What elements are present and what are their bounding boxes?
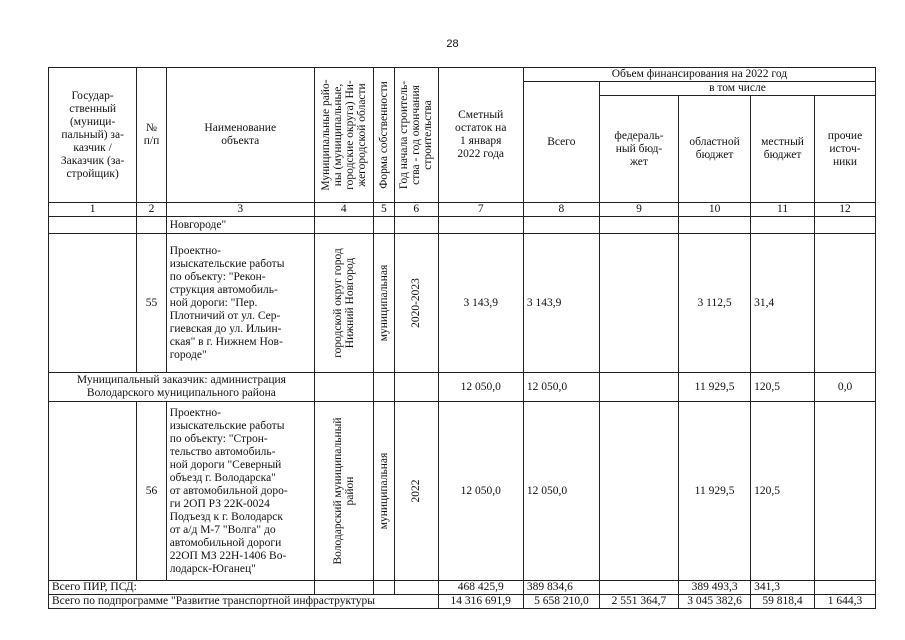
remainder-value: 468 425,9 [438,581,523,595]
continued-object-name: Новгороде" [166,217,314,234]
row-number: 56 [137,402,166,581]
years-cell [394,234,438,373]
years-text: 2022 [410,479,423,503]
table-row [49,234,876,373]
total-label: Всего ПИР, ПСД: [49,581,315,595]
total-value: 3 143,9 [523,234,599,373]
column-number: 3 [166,203,314,217]
header-total: Всего [523,82,599,203]
column-number: 9 [599,203,678,217]
federal-value [599,234,678,373]
total-label: Всего по подпрограмме "Развитие транспортной инфраструктуры [49,595,439,609]
header-funding: Объем финансирования на 2022 год [523,68,875,82]
regional-value: 11 929,5 [679,402,751,581]
header-customer: Государ- ственный (муници- пальный) за- казчик / Заказчик (за- стройщик) [49,68,137,203]
other-value: 1 644,3 [815,595,876,609]
page-number: 28 [446,38,459,50]
header-district [314,68,373,203]
district-cell [314,402,373,581]
object-name: Проектно- изыскательские работы по объекту: "Рекон- струкция автомобиль- ной дороги: "Пер. Плотничий от ул. Сер- гиевская до ул. Ильин- ская" в г. Нижнем Нов- городе" [166,234,314,373]
federal-value: 2 551 364,7 [599,595,678,609]
header-remainder: Сметный остаток на 1 января 2022 года [438,68,523,203]
header-district-text: Муниципальные райо- ны (муниципальные, городские округа) Ни- жегородской области [319,79,368,191]
district-text: Володарский муниципальный район [331,417,356,565]
table-row [49,402,876,581]
column-number: 6 [394,203,438,217]
customer-label: Муниципальный заказчик: администрация Володарского муниципального района [49,373,315,402]
local-value: 120,5 [751,402,815,581]
row-number: 55 [137,234,166,373]
ownership-cell [373,234,394,373]
column-number: 7 [438,203,523,217]
federal-value [599,581,678,595]
remainder-value: 3 143,9 [438,234,523,373]
total-value: 5 658 210,0 [523,595,599,609]
column-number: 12 [815,203,876,217]
header-ownership-text: Форма собственности [377,81,390,189]
local-value: 31,4 [751,234,815,373]
other-value [815,402,876,581]
total-value: 389 834,6 [523,581,599,595]
column-number: 11 [751,203,815,217]
remainder-value: 12 050,0 [438,402,523,581]
federal-value [599,402,678,581]
regional-value: 3 045 382,6 [679,595,751,609]
total-value: 12 050,0 [523,402,599,581]
district-cell [314,234,373,373]
header-name: Наименование объекта [166,68,314,203]
remainder-value: 12 050,0 [438,373,523,402]
local-value: 120,5 [751,373,815,402]
table-row [49,217,876,234]
total-value: 12 050,0 [523,373,599,402]
budget-table [48,67,876,609]
object-name: Проектно- изыскательские работы по объекту: "Строн- тельство автомобиль- ной дороги "Северный объезд г. Володарска" от автомобильной доро- ги 2ОП РЗ 22К-0024 Подъезд к г. Володарск от а/д М-7 "Волга" до автомобильной дороги 22ОП МЗ 22Н-1406 Во- лодарск-Юганец" [166,402,314,581]
customer-row [49,373,876,402]
regional-value: 3 112,5 [679,234,751,373]
header-row [49,68,876,82]
ownership-cell [373,402,394,581]
header-years [394,68,438,203]
regional-value: 389 493,3 [679,581,751,595]
header-including: в том числе [599,82,875,96]
column-number: 2 [137,203,166,217]
column-number: 5 [373,203,394,217]
ownership-text: муниципальная [377,264,390,342]
header-num: № п/п [137,68,166,203]
header-regional: областной бюджет [679,96,751,203]
other-value [815,581,876,595]
header-local: местный бюджет [751,96,815,203]
remainder-value: 14 316 691,9 [438,595,523,609]
header-federal: федераль- ный бюд- жет [599,96,678,203]
other-value: 0,0 [815,373,876,402]
regional-value: 11 929,5 [679,373,751,402]
other-value [815,234,876,373]
total-row [49,581,876,595]
federal-value [599,373,678,402]
local-value: 341,3 [751,581,815,595]
local-value: 59 818,4 [751,595,815,609]
column-number: 10 [679,203,751,217]
header-years-text: Год начала строитель- ства - год окончания строительства [398,80,435,190]
column-number-row [49,203,876,217]
column-number: 4 [314,203,373,217]
years-cell [394,402,438,581]
header-ownership [373,68,394,203]
total-row [49,595,876,609]
ownership-text: муниципальная [377,452,390,530]
district-text: городской округ город Нижний Новгород [331,248,356,358]
column-number: 8 [523,203,599,217]
column-number: 1 [49,203,137,217]
header-other: прочие источ- ники [815,96,876,203]
years-text: 2020-2023 [410,278,423,328]
